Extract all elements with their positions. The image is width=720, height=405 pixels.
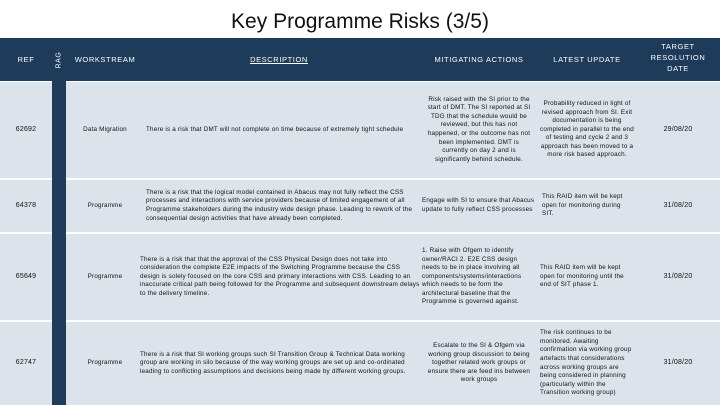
workstream-cell: Programme	[87, 272, 123, 280]
header-description: DESCRIPTION	[144, 38, 420, 81]
description-cell	[138, 234, 422, 320]
mitigating-cell	[420, 322, 538, 405]
mitigating-text: Risk raised with the SI prior to the start of DMT. The SI reported at SI TDG that the schedule would be reviewed, but this has not happened, or the outcome has not been implemented. DMT is currently on day 2 and is significantly behind schedule.	[427, 95, 531, 163]
header-latest-update: LATEST UPDATE	[538, 38, 636, 81]
workstream-cell: Programme	[87, 359, 123, 367]
ref-cell: 62692	[15, 125, 37, 133]
mitigating-cell	[420, 180, 538, 232]
mitigating-cell	[420, 82, 538, 178]
update-cell	[538, 234, 636, 320]
description-text: There is a risk that the logical model contained in Abacus may not fully reflect the CSS processes and interactions with service providers because of limited engagement of all Programme stakeholders during the industry wide design phase. Leading to rework of the consequential design activities that have already been completed.	[146, 188, 413, 222]
mitigating-text: 1. Raise with Ofgem to identify owner/RACI 2. E2E CSS design needs to be in place involving all components/systems/interactions which needs to be form the architectural baseline that the Programme is governed against.	[422, 246, 522, 306]
mitigating-text: Engage with SI to ensure that Abacus update to fully reflect CSS processes	[422, 197, 535, 213]
target-date-cell: 31/08/20	[663, 201, 693, 209]
update-text: This RAID item will be kept open for monitoring during SIT.	[542, 193, 623, 218]
workstream-cell: Programme	[87, 201, 123, 209]
target-date-cell: 29/08/20	[663, 125, 693, 133]
update-cell	[538, 322, 636, 405]
update-cell	[538, 82, 636, 178]
description-text: There is a risk that SI working groups such SI Transition Group & Technical Data working group are working in silo because of the way working groups are set up and co-ordinated leading to conflicting assumptions and decisions being made by different working groups.	[140, 350, 406, 375]
ref-cell: 62747	[15, 359, 37, 367]
description-cell	[144, 180, 422, 232]
workstream-cell: Data Migration	[83, 125, 127, 133]
update-text: This RAID item will be kept open for monitoring until the end of SIT phase 1.	[540, 264, 624, 289]
header-ref: REF	[0, 38, 52, 81]
update-text: Probability reduced in light of revised approach from SI. Exit documentation is being completed in parallel to the end of testing and cycle 2 and 3 approach has been moved to a more risk based approach.	[540, 99, 634, 159]
mitigating-text: Escalate to the SI & Ofgem via working group discussion to being together related work groups or ensure there are feed ins between work groups	[427, 342, 531, 384]
description-text: There is a risk that that the approval of the CSS Physical Design does not take into consideration the complete E2E impacts of the Switching Programme because the CSS design is solely focused on the core CSS and primary interactions with CSS. Leading to an inaccurate critical path being followed for the Programme and subsequent downstream delays to the delivery timeline.	[140, 255, 420, 297]
update-cell	[538, 180, 636, 232]
update-text: The risk continues to be monitored. Awaiting confirmation via working group artefacts that considerations across working groups are being considered in planning (particularly within the Transition working group)	[540, 329, 632, 397]
description-cell	[138, 322, 422, 405]
header-workstream: WORKSTREAM	[66, 38, 144, 81]
mitigating-cell	[420, 234, 538, 320]
target-date-cell: 31/08/20	[663, 359, 693, 367]
description-text: There is a risk that DMT will not complete on time because of extremely tight schedule	[146, 125, 404, 133]
ref-cell: 65649	[15, 272, 37, 280]
header-mitigating: MITIGATING ACTIONS	[420, 38, 538, 81]
risk-table	[0, 38, 720, 405]
header-target-date: TARGET RESOLUTION DATE	[636, 38, 720, 81]
page-title: Key Programme Risks (3/5)	[231, 10, 489, 33]
ref-cell: 64378	[15, 201, 37, 209]
description-cell	[144, 82, 420, 178]
target-date-cell: 31/08/20	[663, 272, 693, 280]
rag-column	[52, 81, 66, 405]
header-rag: RAG	[52, 38, 66, 81]
